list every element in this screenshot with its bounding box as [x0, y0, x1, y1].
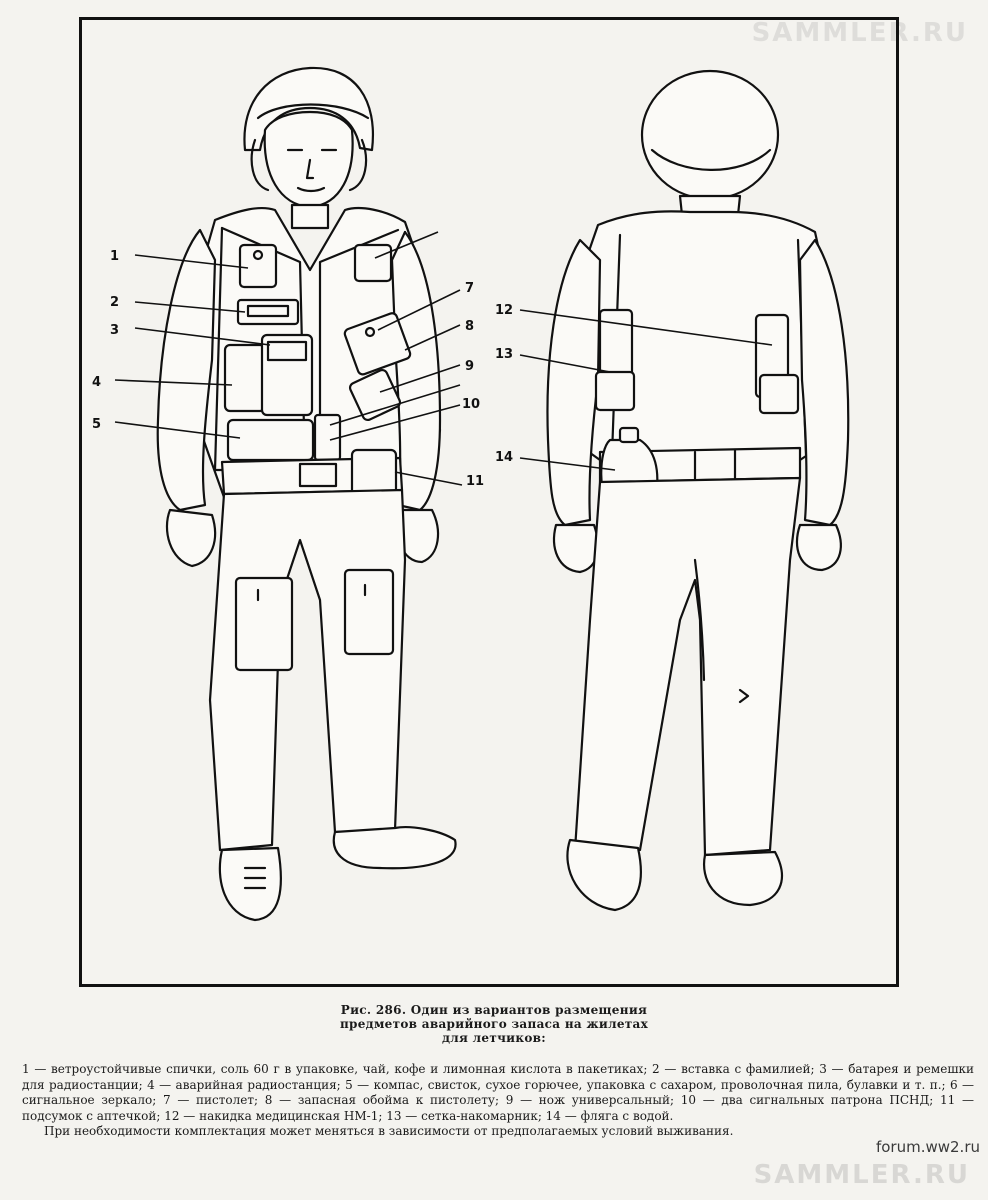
callout-14: 14 — [495, 450, 514, 465]
front-figure — [158, 68, 456, 920]
back-figure — [547, 71, 848, 910]
callout-9: 9 — [465, 359, 475, 374]
callout-3: 3 — [110, 323, 120, 338]
callout-2: 2 — [110, 295, 120, 310]
watermark-forum: forum.ww2.ru — [875, 1138, 980, 1156]
callout-8: 8 — [465, 319, 475, 334]
caption-line-2: предметов аварийного запаса на жилетах — [339, 1017, 649, 1031]
callout-13: 13 — [495, 347, 514, 362]
callout-1: 1 — [110, 249, 120, 264]
legend-text: 1 — ветроустойчивые спички, соль 60 г в упаковке, чай, кофе и лимонная кислота в пакетиках; 2 — вставка с фамилией; 3 — батарея и ремешки для радиостанции; 4 — аварийная радиостанция; 5 — компас, свисток, сухое горючее, упаковка с сахаром, проволочная пила, булавки и т. п.; 6 — сигнальное зеркало; 7 — пистолет; 8 — запасная обойма к пистолету; 9 — нож универсальный; 10 — два сигнальных патрона ПСНД; 11 — подсумок с аптечкой; 12 — накидка медицинская НМ-1; 13 — сетка-накомарник; 14 — фляга с водой. — [22, 1062, 974, 1123]
legend — [22, 1062, 974, 1140]
callout-11: 11 — [466, 474, 485, 489]
caption-line-3: для летчиков: — [441, 1031, 547, 1045]
watermark-top: SAMMLER.RU — [751, 18, 968, 48]
watermark-bottom: SAMMLER.RU — [753, 1160, 970, 1190]
caption-line-1: Рис. 286. Один из вариантов размещения — [340, 1003, 648, 1017]
callout-10: 10 — [462, 397, 481, 412]
callout-7: 7 — [465, 281, 475, 296]
legend-note: При необходимости комплектация может меняться в зависимости от предполагаемых условий выживания. — [44, 1124, 734, 1138]
figure-caption — [0, 1003, 988, 1045]
callout-12: 12 — [495, 303, 514, 318]
callout-4: 4 — [92, 375, 102, 390]
callout-5: 5 — [92, 417, 102, 432]
